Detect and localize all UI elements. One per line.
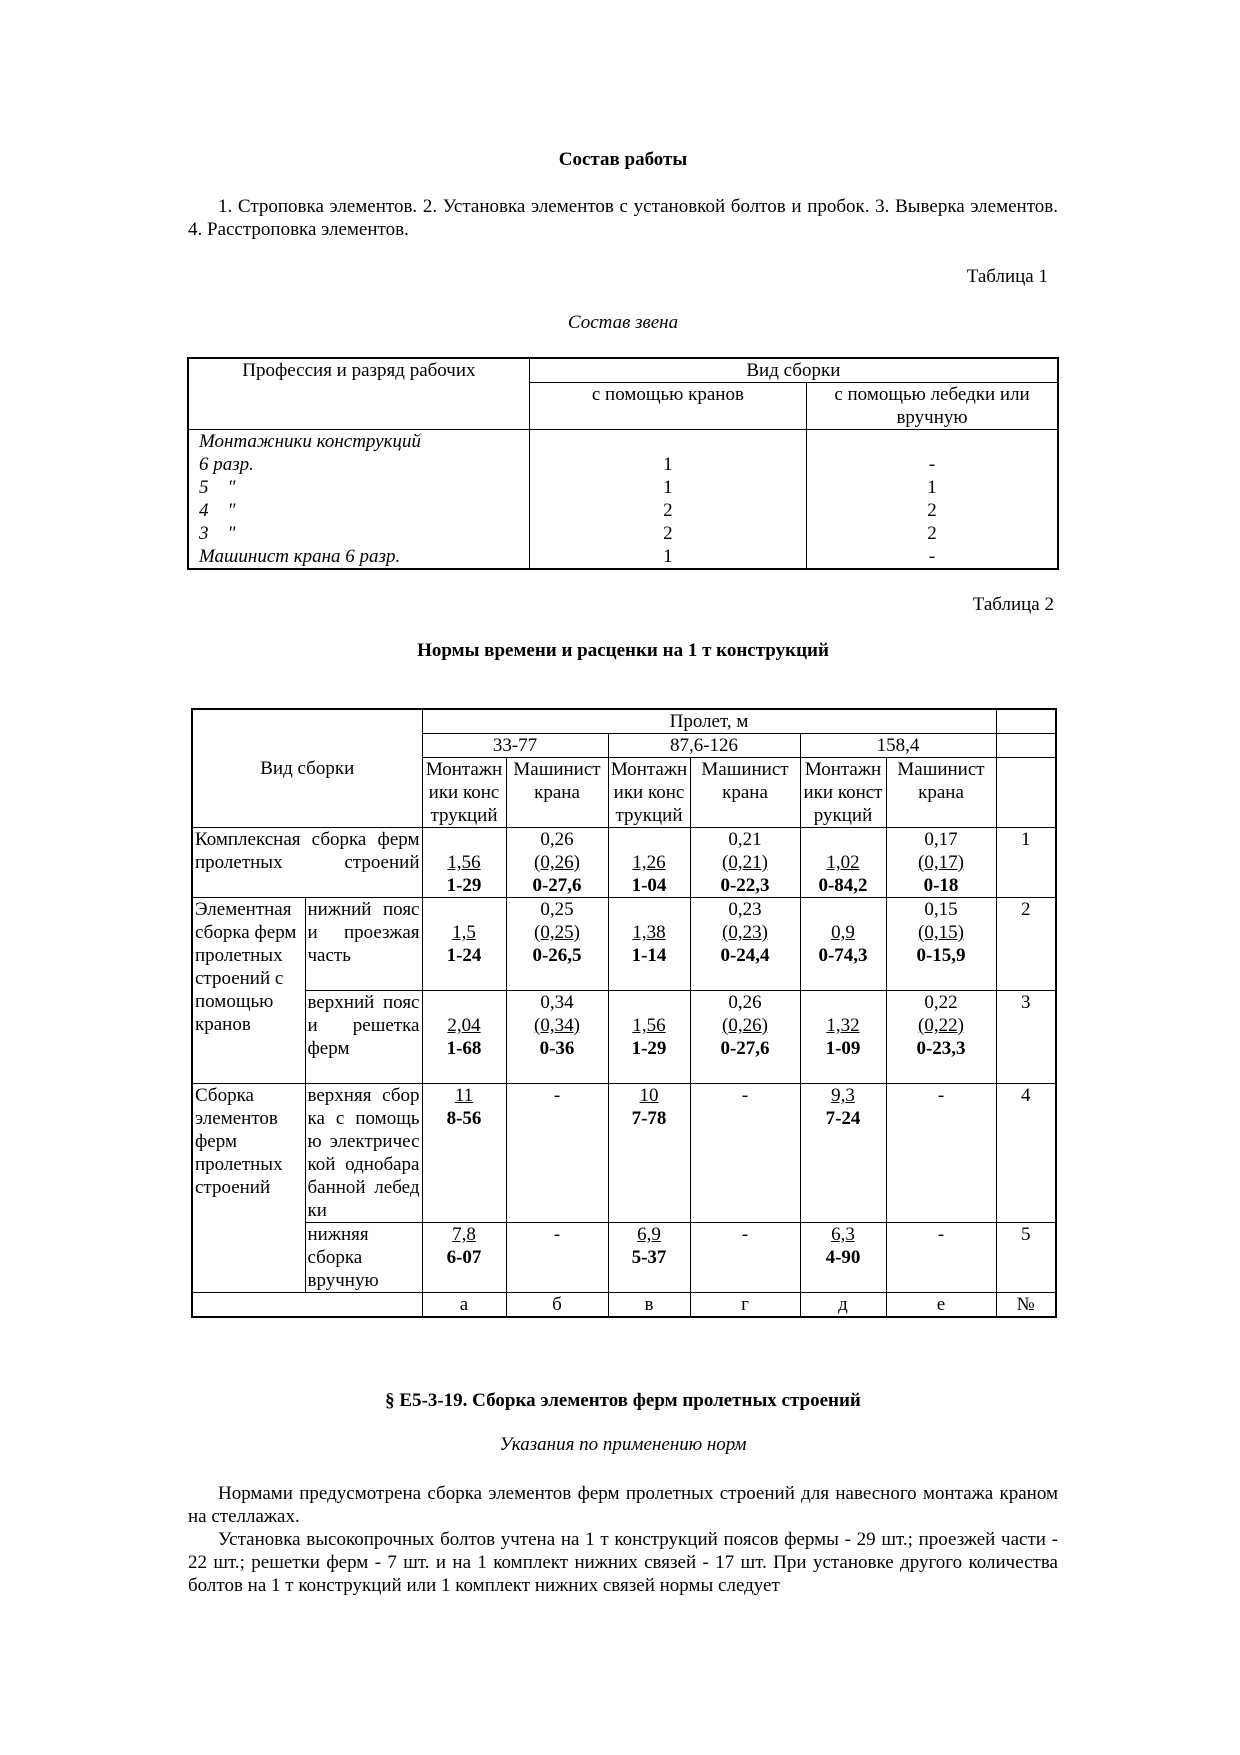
norm-cell (608, 898, 690, 991)
price-value: 0-23,3 (916, 1038, 966, 1059)
norm-cell: - (690, 1223, 800, 1293)
crew-row-label: Машинист крана 6 разр. (199, 546, 401, 567)
row-number: 4 (996, 1084, 1056, 1223)
norm-value: (0,15) (918, 922, 964, 943)
column-letter: в (608, 1293, 690, 1318)
column-letter: г (690, 1293, 800, 1318)
table-row (192, 1084, 1056, 1223)
table2-title: Нормы времени и расценки на 1 т конструкций (417, 640, 829, 661)
price-value: 6-07 (446, 1247, 482, 1268)
group-label: Сборка элементов ферм пролетных строений (192, 1084, 305, 1293)
crew-row-label: 3 " (199, 523, 236, 544)
norm-value: 1,5 (452, 922, 476, 943)
empty-cell (192, 1293, 422, 1318)
table2-label: Таблица 2 (972, 594, 1054, 615)
price-value: 1-29 (446, 875, 482, 896)
crew-row-label: 6 разр. (199, 454, 254, 475)
price-value: 0-18 (923, 875, 959, 896)
norm-value: 0,26 (540, 829, 574, 850)
price-value: 0-15,9 (916, 945, 966, 966)
norm-cell (506, 828, 608, 898)
section-heading: § Е5-3-19. Сборка элементов ферм пролетных строений (385, 1390, 861, 1411)
price-value: 1-04 (631, 875, 667, 896)
table-row (192, 898, 1056, 991)
norm-cell (800, 898, 886, 991)
column-letter: д (800, 1293, 886, 1318)
price-value: 1-09 (825, 1038, 861, 1059)
price-value: 0-36 (539, 1038, 575, 1059)
norm-value: 11 (454, 1085, 474, 1106)
norm-cell (886, 991, 996, 1084)
norm-cell: - (886, 1223, 996, 1293)
row-sublabel: верхняя сборка с помощью электрической однобарабанной лебедки (305, 1084, 422, 1223)
norm-value: 0,17 (924, 829, 958, 850)
header-empty (996, 758, 1056, 828)
norm-value: 1,02 (826, 852, 860, 873)
norm-value: (0,22) (918, 1015, 964, 1036)
norm-cell (800, 1084, 886, 1223)
header-span: Пролет, м (422, 709, 996, 734)
header-assembly-kind: Вид сборки (192, 709, 422, 828)
norm-value: (0,26) (534, 852, 580, 873)
header-with-cranes: с помощью кранов (529, 383, 806, 430)
crew-row-label: Монтажники конструкций (199, 431, 421, 452)
crew-value: 2 (663, 523, 673, 544)
norm-cell (800, 1223, 886, 1293)
norm-value: 2,04 (447, 1015, 481, 1036)
header-empty (996, 709, 1056, 734)
crew-professions (188, 430, 529, 570)
header-with-winch: с помощью лебедки или вручную (807, 383, 1058, 430)
price-value: 0-27,6 (532, 875, 582, 896)
norm-cell (886, 898, 996, 991)
norm-cell (506, 991, 608, 1084)
norm-value: 0,21 (728, 829, 762, 850)
norm-value: (0,23) (722, 922, 768, 943)
crew-value: 1 (663, 546, 673, 567)
norm-value: (0,26) (722, 1015, 768, 1036)
price-value: 7-78 (631, 1108, 667, 1129)
work-heading: Состав работы (558, 149, 688, 170)
crew-value: 1 (927, 477, 937, 498)
crew-value: 2 (927, 523, 937, 544)
crew-value (532, 430, 804, 453)
crew-value: 1 (663, 477, 673, 498)
norm-value: 6,9 (637, 1224, 661, 1245)
price-value: 1-68 (446, 1038, 482, 1059)
norm-cell (608, 1084, 690, 1223)
price-value: 0-74,3 (818, 945, 868, 966)
price-value: 4-90 (825, 1247, 861, 1268)
section-subheading: Указания по применению норм (499, 1434, 747, 1455)
norm-cell (422, 1084, 506, 1223)
norm-value: 1,26 (632, 852, 666, 873)
header-span-1: 33-77 (422, 734, 608, 758)
section-body (188, 1482, 1058, 1597)
price-value: 1-24 (446, 945, 482, 966)
norm-cell (690, 991, 800, 1084)
norm-cell: - (690, 1084, 800, 1223)
norm-cell (422, 828, 506, 898)
norm-value: (0,21) (722, 852, 768, 873)
header-assembly-kind: Вид сборки (529, 358, 1058, 383)
price-value: 0-24,4 (720, 945, 770, 966)
column-letter: а (422, 1293, 506, 1318)
price-value: 0-27,6 (720, 1038, 770, 1059)
header-installers: Монтажники конструкций (800, 758, 886, 828)
crew-crane-counts (529, 430, 806, 570)
norm-cell (608, 991, 690, 1084)
header-installers: Монтажники конструкций (422, 758, 506, 828)
crew-table (187, 357, 1059, 570)
table-row (192, 828, 1056, 898)
norm-value: 0,9 (831, 922, 855, 943)
price-value: 7-24 (825, 1108, 861, 1129)
header-installers: Монтажники конструкций (608, 758, 690, 828)
norm-cell: - (506, 1084, 608, 1223)
norm-cell (800, 991, 886, 1084)
section-paragraph: Установка высокопрочных болтов учтена на 1 т конструкций поясов фермы - 29 шт.; проезжей части - 22 шт.; решетки ферм - 7 шт. и на 1 комплект нижних связей - 17 шт. При установке другого количества болтов на 1 т конструкций или 1 комплект нижних связей нормы следует (188, 1529, 1058, 1596)
norm-cell (690, 828, 800, 898)
header-crane-operator: Машинист крана (506, 758, 608, 828)
norm-value: 0,26 (728, 992, 762, 1013)
norm-value: 10 (639, 1085, 659, 1106)
norm-cell (506, 898, 608, 991)
norm-cell: - (886, 1084, 996, 1223)
price-value: 0-26,5 (532, 945, 582, 966)
price-value: 1-14 (631, 945, 667, 966)
table1-label: Таблица 1 (966, 266, 1048, 287)
header-empty (996, 734, 1056, 758)
crew-value: - (928, 546, 936, 567)
price-value: 1-29 (631, 1038, 667, 1059)
price-value: 0-84,2 (818, 875, 868, 896)
row-number: 5 (996, 1223, 1056, 1293)
crew-winch-counts (807, 430, 1058, 570)
header-crane-operator: Машинист крана (886, 758, 996, 828)
price-value: 8-56 (446, 1108, 482, 1129)
norm-value: 0,34 (540, 992, 574, 1013)
group-label: Элементная сборка ферм пролетных строений с помощью кранов (192, 898, 305, 1084)
norm-cell (690, 898, 800, 991)
crew-row-label: 4 " (199, 500, 236, 521)
norm-value: (0,25) (534, 922, 580, 943)
price-value: 5-37 (631, 1247, 667, 1268)
row-number: 3 (996, 991, 1056, 1084)
norm-cell (608, 828, 690, 898)
crew-value: 1 (663, 454, 673, 475)
column-letter: е (886, 1293, 996, 1318)
row-sublabel: нижний пояс и проезжая часть (305, 898, 422, 991)
norm-value: 1,56 (632, 1015, 666, 1036)
norm-value: 1,32 (826, 1015, 860, 1036)
header-crane-operator: Машинист крана (690, 758, 800, 828)
norm-value: 9,3 (831, 1085, 855, 1106)
norm-cell (422, 991, 506, 1084)
norm-cell: - (506, 1223, 608, 1293)
price-value: 0-22,3 (720, 875, 770, 896)
column-letter: б (506, 1293, 608, 1318)
row-sublabel: верхний пояс и решетка ферм (305, 991, 422, 1084)
crew-value (809, 430, 1055, 453)
norms-table (191, 708, 1057, 1318)
crew-value: 2 (927, 500, 937, 521)
row-label: Комплексная сборка ферм пролетных строений (192, 828, 422, 898)
norm-value: 1,56 (447, 852, 481, 873)
norm-value: 0,23 (728, 899, 762, 920)
norm-cell (608, 1223, 690, 1293)
norm-value: 6,3 (831, 1224, 855, 1245)
norm-value: (0,34) (534, 1015, 580, 1036)
crew-value: - (928, 454, 936, 475)
row-number: 2 (996, 898, 1056, 991)
work-text: 1. Строповка элементов. 2. Установка элементов с установкой болтов и пробок. 3. Выверка элементов. 4. Расстроповка элементов. (188, 196, 1058, 240)
table1-title: Состав звена (567, 312, 679, 333)
norm-value: 0,22 (924, 992, 958, 1013)
table-row (192, 991, 1056, 1084)
table-row (192, 1223, 1056, 1293)
norm-value: 0,15 (924, 899, 958, 920)
crew-row-label: 5 " (199, 477, 236, 498)
norm-value: (0,17) (918, 852, 964, 873)
section-paragraph: Нормами предусмотрена сборка элементов ферм пролетных строений для навесного монтажа краном на стеллажах. (188, 1483, 1058, 1527)
norm-value: 0,25 (540, 899, 574, 920)
header-profession: Профессия и разряд рабочих (188, 358, 529, 430)
norm-cell (800, 828, 886, 898)
column-letter: № (996, 1293, 1056, 1318)
norm-value: 7,8 (452, 1224, 476, 1245)
header-span-2: 87,6-126 (608, 734, 800, 758)
norm-cell (886, 828, 996, 898)
row-number: 1 (996, 828, 1056, 898)
column-letters-row (192, 1293, 1056, 1318)
header-span-3: 158,4 (800, 734, 996, 758)
norm-cell (422, 898, 506, 991)
crew-value: 2 (663, 500, 673, 521)
norm-cell (422, 1223, 506, 1293)
norm-value: 1,38 (632, 922, 666, 943)
row-sublabel: нижняя сборка вручную (305, 1223, 422, 1293)
